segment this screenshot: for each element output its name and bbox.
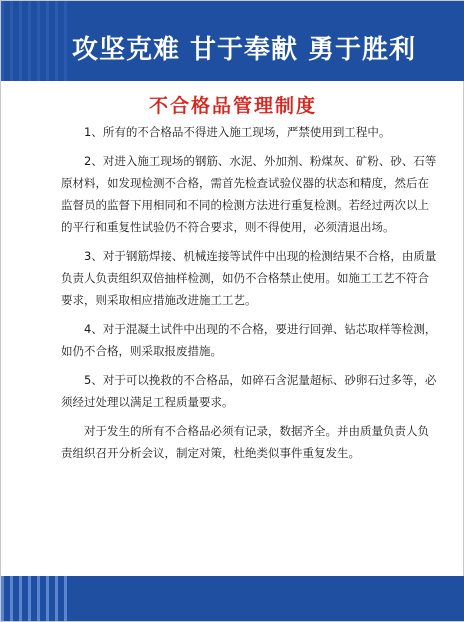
paragraph-closing: 对于发生的所有不合格品必须有记录，数据齐全。并由质量负责人负责组织召开分析会议，制定对策，杜绝类似事件重复发生。 bbox=[61, 424, 429, 460]
paragraph-5: 5、对于可以挽救的不合格品，如碎石含泥量超标、砂卵石过多等，必须经过处理以满足工程质量要求。 bbox=[61, 373, 437, 409]
document-body bbox=[61, 121, 439, 471]
paragraph-1: 1、所有的不合格品不得进入施工现场，严禁使用到工程中。 bbox=[84, 125, 391, 139]
footer-stripe-decoration bbox=[1, 576, 71, 621]
paragraph-2: 2、对进入施工现场的钢筋、水泥、外加剂、粉煤灰、矿粉、砂、石等原材料，如发现检测不合格，需首先检查试验仪器的状态和精度，然后在监督员的监督下用相同和不同的检测方法进行重复检测。若经过两次以上的平行和重复性试验仍不符合要求，则不得使用，必须清退出场。 bbox=[61, 154, 437, 234]
slogan-text: 攻坚克难 甘于奉献 勇于胜利 bbox=[71, 35, 417, 65]
paragraph-3: 3、对于钢筋焊接、机械连接等试件中出现的检测结果不合格，由质量负责人负责组织双倍抽样检测，如仍不合格禁止使用。如施工工艺不符合要求，则采取相应措施改进施工工艺。 bbox=[61, 249, 437, 307]
footer-bar bbox=[1, 576, 464, 621]
paragraph-4: 4、对于混凝土试件中出现的不合格，要进行回弹、钻芯取样等检测，如仍不合格，则采取报废措施。 bbox=[61, 322, 437, 358]
header-banner bbox=[1, 1, 464, 81]
document-title: 不合格品管理制度 bbox=[148, 95, 317, 117]
